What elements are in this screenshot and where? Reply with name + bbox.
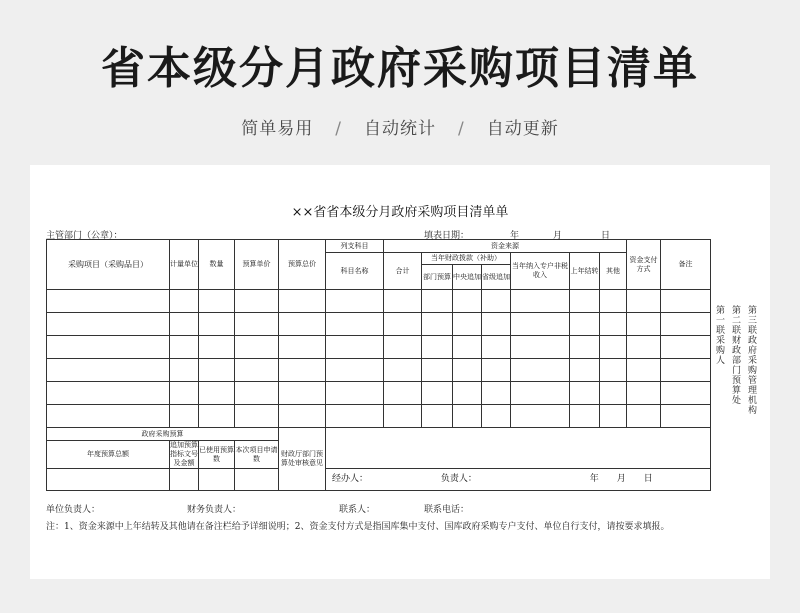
dept-label: 主管部门（公章）： [46, 231, 123, 241]
header-item: 采购项目（采购品目） [47, 240, 170, 290]
copy-note-2: 第二联财政部门预算处 [730, 305, 740, 405]
contact-label: 联系人： [339, 505, 376, 515]
header-central: 中央追加 [453, 265, 482, 290]
header-province: 省级追加 [482, 265, 511, 290]
finance-head-label: 财务负责人： [187, 505, 242, 515]
tag-auto-stat: 自动统计 [364, 119, 436, 139]
finance-opinion-area [326, 428, 711, 469]
procurement-table [46, 239, 711, 491]
tag-separator: / [458, 119, 465, 139]
added-total-cell [170, 469, 199, 491]
header-price: 预算单价 [235, 240, 279, 290]
banner-title: 省本级分月政府采购项目清单 [101, 43, 699, 94]
apply-amount-cell [235, 469, 279, 491]
tag-separator: / [335, 119, 342, 139]
header-fiscal: 当年财政拨款（补助） [422, 253, 511, 265]
header-remark: 备注 [661, 240, 711, 290]
header-total: 预算总价 [279, 240, 326, 290]
day-label: 日 [601, 231, 611, 241]
header-qty: 数量 [199, 240, 235, 290]
header-carry: 上年结转 [570, 253, 600, 290]
copy-note-1: 第一联采购人 [714, 305, 724, 365]
document-sheet [30, 165, 770, 579]
banner-tags [0, 114, 800, 139]
gov-budget-header: 政府采购预算 [47, 428, 279, 441]
header-pay: 资金支付方式 [627, 240, 661, 290]
header-unit: 计量单位 [170, 240, 199, 290]
handler-label: 经办人： [332, 474, 369, 484]
unit-head-label: 单位负责人： [46, 505, 101, 515]
principal-label: 负责人： [440, 474, 477, 484]
annual-total-cell [47, 469, 170, 491]
opinion-signature-row [326, 469, 711, 491]
finance-opinion-label: 财政厅部门预算处审核意见 [279, 428, 326, 491]
annual-total-label: 年度预算总额 [47, 441, 170, 469]
header-funds: 资金来源 [384, 240, 627, 253]
header-offbudget: 当年纳入专户非税收入 [511, 253, 570, 290]
year-label: 年 [510, 231, 520, 241]
month-label: 月 [553, 231, 563, 241]
phone-label: 联系电话： [424, 505, 470, 515]
used-budget-label: 已使用预算数 [199, 441, 235, 469]
apply-amount-label: 本次项目申请数 [235, 441, 279, 469]
copy-notes [711, 305, 761, 475]
used-budget-cell [199, 469, 235, 491]
tag-auto-update: 自动更新 [486, 119, 559, 139]
tag-easy: 简单易用 [241, 119, 314, 139]
header-dept-budget: 部门预算 [422, 265, 453, 290]
header-subject-name: 科目名称 [326, 253, 384, 290]
fill-date-label: 填表日期： [424, 231, 470, 241]
copy-note-3: 第三联政府采购管理机构 [746, 305, 756, 415]
document-title: ××省省本级分月政府采购项目清单单 [291, 205, 509, 220]
opinion-date: 年 月 日 [589, 474, 653, 484]
header-sum: 合计 [384, 253, 422, 290]
header-subject: 列支科目 [326, 240, 384, 253]
added-total-label: 追加预算指标文号及金额 [170, 441, 198, 467]
footnote: 注：1、资金来源中上年结转及其他请在备注栏给予详细说明；2、资金支付方式是指国库集中支付、国库政府采购专户支付、单位自行支付，请按要求填报。 [46, 522, 670, 532]
header-other: 其他 [600, 253, 627, 290]
